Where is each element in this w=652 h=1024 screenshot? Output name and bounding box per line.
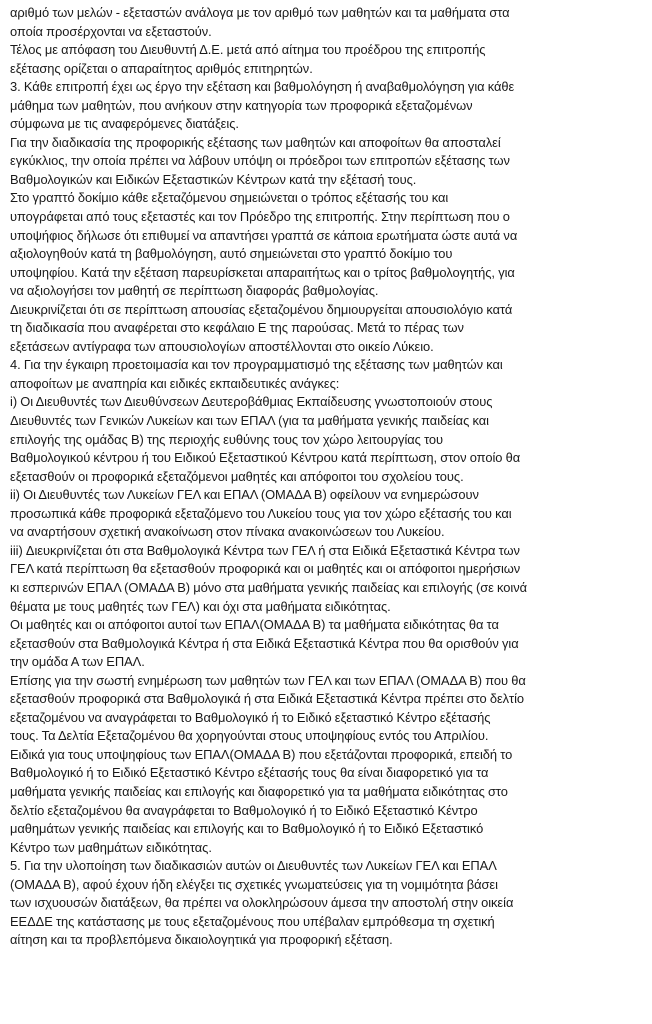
text-line: μαθήματα γενικής παιδείας και επιλογής και διαφορετικό για τα μαθήματα ειδικότητας στο <box>10 783 508 799</box>
text-line: αριθμό των μελών - εξεταστών ανάλογα με τον αριθμό των μαθητών και τα μαθήματα στα <box>10 5 510 20</box>
text-line: Τέλος με απόφαση του Διευθυντή Δ.Ε. μετά από αίτημα του προέδρου της επιτροπής <box>10 42 486 58</box>
text-line: εξέτασης ορίζεται ο απαραίτητος αριθμός επιτηρητών. <box>10 60 313 76</box>
text-line: ii) Οι Διευθυντές των Λυκείων ΓΕΛ και ΕΠΑΛ (ΟΜΑΔΑ Β) οφείλουν να ενημερώσουν <box>10 487 479 503</box>
text-line: Ειδικά για τους υποψηφίους των ΕΠΑΛ(ΟΜΑΔΑ Β) που εξετάζονται προφορικά, επειδή το <box>10 746 513 762</box>
text-line: αποφοίτων με αναπηρία και ειδικές εκπαιδευτικές ανάγκες: <box>10 375 340 391</box>
text-line: εξετασθούν προφορικά στα Βαθμολογικά ή στα Ειδικά Εξεταστικά Κέντρα πρέπει στο δελτίο <box>10 691 525 707</box>
text-line: iii) Διευκρινίζεται ότι στα Βαθμολογικά Κέντρα των ΓΕΛ ή στα Ειδικά Εξεταστικά Κέντρα των <box>10 542 520 558</box>
text-line: 5. Για την υλοποίηση των διαδικασιών αυτών οι Διευθυντές των Λυκείων ΓΕΛ και ΕΠΑΛ <box>10 858 497 874</box>
text-line: υπογράφεται από τους εξεταστές και τον Πρόεδρο της επιτροπής. Στην περίπτωση που ο <box>10 209 510 225</box>
text-line: Βαθμολογικό ή το Ειδικό Εξεταστικό Κέντρο εξέτασής τους θα είναι διαφορετικό για τα <box>10 765 489 781</box>
text-line: εγκύκλιος, την οποία πρέπει να λάβουν υπόψη οι πρόεδροι των επιτροπών εξέτασης των <box>10 153 510 169</box>
text-line: εξετασθούν οι προφορικά εξεταζόμενοι μαθητές και απόφοιτοι του σχολείου τους. <box>10 468 464 484</box>
text-line: Βαθμολογικού κέντρου ή του Ειδικού Εξεταστικού Κέντρου κατά περίπτωση, στον οποίο θα <box>10 450 521 466</box>
text-line: επιλογής της ομάδας Β) της περιοχής ευθύνης τους τον χώρο λειτουργίας του <box>10 431 444 447</box>
text-line: Διευθυντές των Γενικών Λυκείων και των ΕΠΑΛ (για τα μαθήματα γενικής παιδείας και <box>10 413 489 429</box>
text-line: εξετασθούν στα Βαθμολογικά Κέντρα ή στα Ειδικά Εξεταστικά Κέντρα που θα ορισθούν για <box>10 635 519 651</box>
text-line: ΓΕΛ κατά περίπτωση θα εξετασθούν προφορικά και οι μαθητές και οι απόφοιτοι ημερήσιων <box>10 561 521 577</box>
text-line: τους. Τα Δελτία Εξεταζομένου θα χορηγούνται στους υποψηφίους εντός του Απριλίου. <box>10 728 489 744</box>
text-line: σύμφωνα με τις αναφερόμενες διατάξεις. <box>10 116 239 132</box>
text-line: οποία προσέρχονται να εξεταστούν. <box>10 23 212 39</box>
text-line: μάθημα των μαθητών, που ανήκουν στην κατηγορία των προφορικά εξεταζομένων <box>10 97 473 113</box>
text-line: υποψηφίου. Κατά την εξέταση παρευρίσκεται απαραιτήτως και ο τρίτος βαθμολογητής, για <box>10 264 515 280</box>
text-line: εξεταζομένου να αναγράφεται το Βαθμολογικό ή το Ειδικό εξεταστικό Κέντρο εξέτασής <box>10 709 491 725</box>
text-line: να αξιολογήσει τον μαθητή σε περίπτωση διαφοράς βαθμολογίας. <box>10 283 379 299</box>
text-line: Οι μαθητές και οι απόφοιτοι αυτοί των ΕΠΑΛ(ΟΜΑΔΑ Β) τα μαθήματα ειδικότητας θα τα <box>10 617 499 633</box>
text-line: Διευκρινίζεται ότι σε περίπτωση απουσίας εξεταζομένου δημιουργείται απουσιολόγιο κατά <box>10 301 513 317</box>
text-line: i) Οι Διευθυντές των Διευθύνσεων Δευτεροβάθμιας Εκπαίδευσης γνωστοποιούν στους <box>10 394 493 410</box>
text-line: εξετάσεων αντίγραφα των απουσιολογίων αποστέλλονται στο οικείο Λύκειο. <box>10 338 434 354</box>
text-line: θέματα με τους μαθητές των ΓΕΛ) και όχι στα μαθήματα ειδικότητας. <box>10 598 391 614</box>
text-line: μαθημάτων γενικής παιδείας και επιλογής και το Βαθμολογικό ή το Ειδικό Εξεταστικό <box>10 821 484 837</box>
text-line: 3. Κάθε επιτροπή έχει ως έργο την εξέταση και βαθμολόγηση ή αναβαθμολόγηση για κάθε <box>10 79 515 95</box>
text-line: Στο γραπτό δοκίμιο κάθε εξεταζόμενου σημειώνεται ο τρόπος εξέτασής του και <box>10 190 449 206</box>
text-line: (ΟΜΑΔΑ Β), αφού έχουν ήδη ελέγξει τις σχετικές γνωματεύσεις για τη νομιμότητα βάσει <box>10 876 498 892</box>
text-line: Επίσης για την σωστή ενημέρωση των μαθητών των ΓΕΛ και των ΕΠΑΛ (ΟΜΑΔΑ Β) που θα <box>10 672 526 688</box>
text-line: αξιολογηθούν κατά τη βαθμολόγηση, αυτό σημειώνεται στο γραπτό δοκίμιο του <box>10 246 453 262</box>
text-line: τη διαδικασία που αναφέρεται στο κεφάλαιο Ε της παρούσας. Μετά το πέρας των <box>10 320 464 336</box>
text-line: υποψήφιος δήλωσε ότι επιθυμεί να απαντήσει γραπτά σε κάποια ερωτήματα ώστε αυτά να <box>10 227 518 243</box>
text-line: Κέντρο των μαθημάτων ειδικότητας. <box>10 839 212 855</box>
text-line: ΕΕΔΔΕ της κατάστασης με τους εξεταζομένους που υπέβαλαν εμπρόθεσμα τη σχετική <box>10 913 495 929</box>
text-line: την ομάδα Α των ΕΠΑΛ. <box>10 654 145 670</box>
text-line: αίτηση και τα προβλεπόμενα δικαιολογητικά για προφορική εξέταση. <box>10 932 393 948</box>
text-line: Βαθμολογικών και Ειδικών Εξεταστικών Κέντρων κατά την εξέτασή τους. <box>10 171 417 187</box>
text-line: των ισχυουσών διατάξεων, θα πρέπει να ολοκληρώσουν άμεσα την αποστολή στην οικεία <box>10 895 514 911</box>
text-line: κι εσπερινών ΕΠΑΛ (ΟΜΑΔΑ Β) μόνο στα μαθήματα γενικής παιδείας και επιλογής (σε κοινά <box>10 579 528 595</box>
text-line: προσωπικά κάθε προφορικά εξεταζόμενο του Λυκείου τους για τον χώρο εξέτασής του και <box>10 505 512 521</box>
text-line: δελτίο εξεταζομένου θα αναγράφεται το Βαθμολογικό ή το Ειδικό Εξεταστικό Κέντρο <box>10 802 478 818</box>
text-line: να αναρτήσουν σχετική ανακοίνωση στον πίνακα ανακοινώσεων του Λυκείου. <box>10 524 445 540</box>
text-line: Για την διαδικασία της προφορικής εξέτασης των μαθητών και αποφοίτων θα αποσταλεί <box>10 134 501 150</box>
text-line: 4. Για την έγκαιρη προετοιμασία και τον προγραμματισμό της εξέτασης των μαθητών και <box>10 357 503 373</box>
